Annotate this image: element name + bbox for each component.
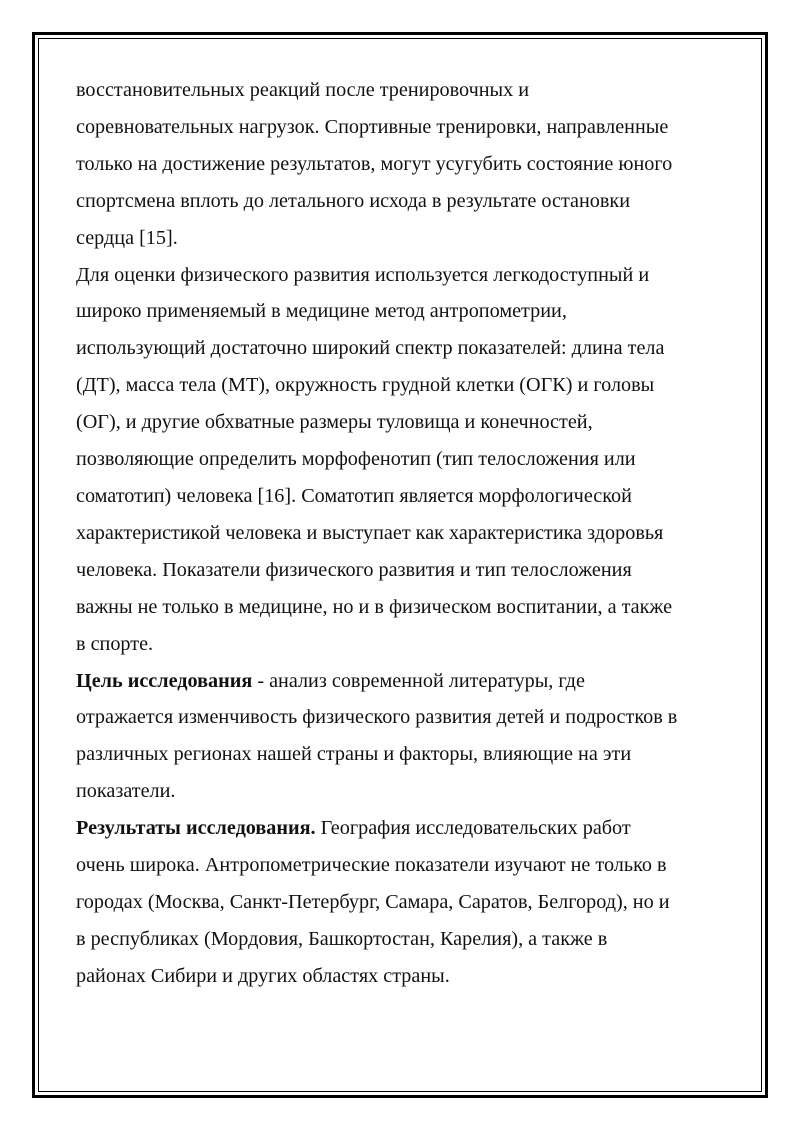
text-line: в республиках (Мордовия, Башкортостан, Карелия), а также в xyxy=(76,927,608,950)
text-line: показатели. xyxy=(76,780,176,803)
text-line: в спорте. xyxy=(76,632,154,655)
text-line: характеристикой человека и выступает как характеристика здоровья xyxy=(76,521,664,544)
text-line: соревновательных нагрузок. Спортивные тренировки, направленные xyxy=(76,115,669,138)
text-line: соматотип) человека [16]. Соматотип является морфологической xyxy=(76,484,632,507)
text-line xyxy=(76,663,726,700)
text-line xyxy=(76,810,726,847)
research-goal-heading: Цель исследования xyxy=(76,669,253,692)
text-line: (ОГ), и другие обхватные размеры туловища и конечностей, xyxy=(76,411,593,434)
text-line: отражается изменчивость физического развития детей и подростков в xyxy=(76,706,678,729)
text-line: важны не только в медицине, но и в физическом воспитании, а также xyxy=(76,595,673,618)
research-results-heading: Результаты исследования. xyxy=(76,817,316,840)
paragraph-recovery xyxy=(76,72,726,257)
text-line: сердца [15]. xyxy=(76,226,178,249)
text-run: География исследовательских работ xyxy=(315,817,631,840)
text-line: человека. Показатели физического развития и тип телосложения xyxy=(76,558,632,581)
text-line: (ДТ), масса тела (МТ), окружность грудной клетки (ОГК) и головы xyxy=(76,374,655,397)
text-line: районах Сибири и других областях страны. xyxy=(76,964,450,987)
text-line: использующий достаточно широкий спектр показателей: длина тела xyxy=(76,337,665,360)
text-line: широко применяемый в медицине метод антропометрии, xyxy=(76,300,567,323)
text-line: Для оценки физического развития используется легкодоступный и xyxy=(76,263,650,286)
text-line: только на достижение результатов, могут усугубить состояние юного xyxy=(76,152,673,175)
paragraph-research-goal xyxy=(76,663,726,811)
text-line: очень широка. Антропометрические показатели изучают не только в xyxy=(76,854,667,877)
paragraph-research-results xyxy=(76,810,726,995)
text-line: спортсмена вплоть до летального исхода в результате остановки xyxy=(76,189,631,212)
document-body xyxy=(76,72,726,995)
text-line: позволяющие определить морфофенотип (тип телосложения или xyxy=(76,448,636,471)
text-run: - анализ современной литературы, где xyxy=(252,669,585,692)
text-line: городах (Москва, Санкт-Петербург, Самара, Саратов, Белгород), но и xyxy=(76,890,670,913)
paragraph-anthropometry xyxy=(76,257,726,663)
text-line: восстановительных реакций после тренировочных и xyxy=(76,79,530,101)
text-line: различных регионах нашей страны и факторы, влияющие на эти xyxy=(76,743,632,766)
